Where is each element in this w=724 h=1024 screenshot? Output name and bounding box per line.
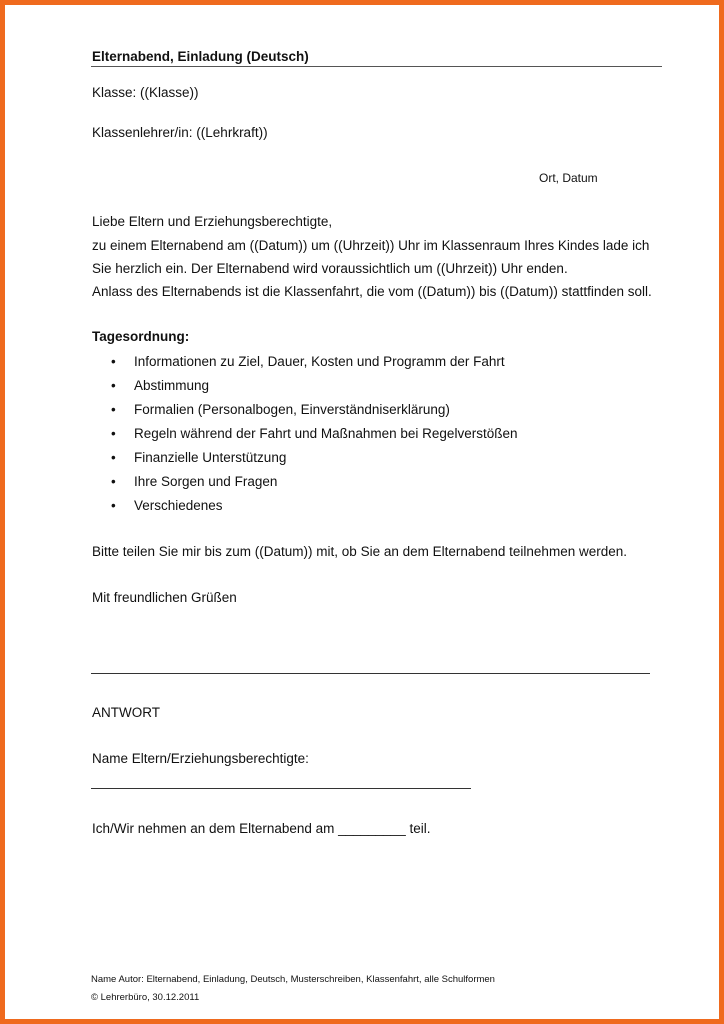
name-signature-line (91, 788, 471, 789)
klassenlehrer-field: Klassenlehrer/in: ((Lehrkraft)) (92, 125, 268, 140)
agenda-item-text: Finanzielle Unterstützung (134, 450, 287, 465)
agenda-item-text: Verschiedenes (134, 498, 223, 513)
bullet-icon: • (111, 426, 116, 441)
title-underline (91, 66, 662, 67)
agenda-item-text: Regeln während der Fahrt und Maßnahmen bei Regelverstößen (134, 426, 518, 441)
ort-datum: Ort, Datum (539, 171, 598, 185)
agenda-heading: Tagesordnung: (92, 329, 190, 344)
document-title: Elternabend, Einladung (Deutsch) (92, 49, 309, 64)
bullet-icon: • (111, 474, 116, 489)
body-line: Sie herzlich ein. Der Elternabend wird voraussichtlich um ((Uhrzeit)) Uhr enden. (92, 261, 568, 276)
bullet-icon: • (111, 450, 116, 465)
footer-meta: Name Autor: Elternabend, Einladung, Deutsch, Musterschreiben, Klassenfahrt, alle Schulformen (91, 974, 495, 985)
body-line: zu einem Elternabend am ((Datum)) um ((Uhrzeit)) Uhr im Klassenraum Ihres Kindes lade ich (92, 238, 650, 253)
salutation: Liebe Eltern und Erziehungsberechtigte, (92, 214, 333, 229)
separator-line (91, 673, 650, 674)
agenda-item-text: Informationen zu Ziel, Dauer, Kosten und Programm der Fahrt (134, 354, 505, 369)
body-line: Anlass des Elternabends ist die Klassenfahrt, die vom ((Datum)) bis ((Datum)) stattfinden soll. (92, 284, 652, 299)
participation-line: Ich/Wir nehmen an dem Elternabend am _________ teil. (92, 821, 431, 836)
agenda-item-text: Formalien (Personalbogen, Einverständniserklärung) (134, 402, 450, 417)
klasse-field: Klasse: ((Klasse)) (92, 85, 199, 100)
bullet-icon: • (111, 378, 116, 393)
footer-copyright: © Lehrerbüro, 30.12.2011 (91, 992, 200, 1003)
bullet-icon: • (111, 498, 116, 513)
bullet-icon: • (111, 354, 116, 369)
agenda-item-text: Ihre Sorgen und Fragen (134, 474, 278, 489)
closing: Mit freundlichen Grüßen (92, 590, 237, 605)
bullet-icon: • (111, 402, 116, 417)
reply-request: Bitte teilen Sie mir bis zum ((Datum)) mit, ob Sie an dem Elternabend teilnehmen werden. (92, 544, 627, 559)
agenda-item-text: Abstimmung (134, 378, 210, 393)
antwort-heading: ANTWORT (92, 705, 160, 720)
name-label: Name Eltern/Erziehungsberechtigte: (92, 751, 309, 766)
